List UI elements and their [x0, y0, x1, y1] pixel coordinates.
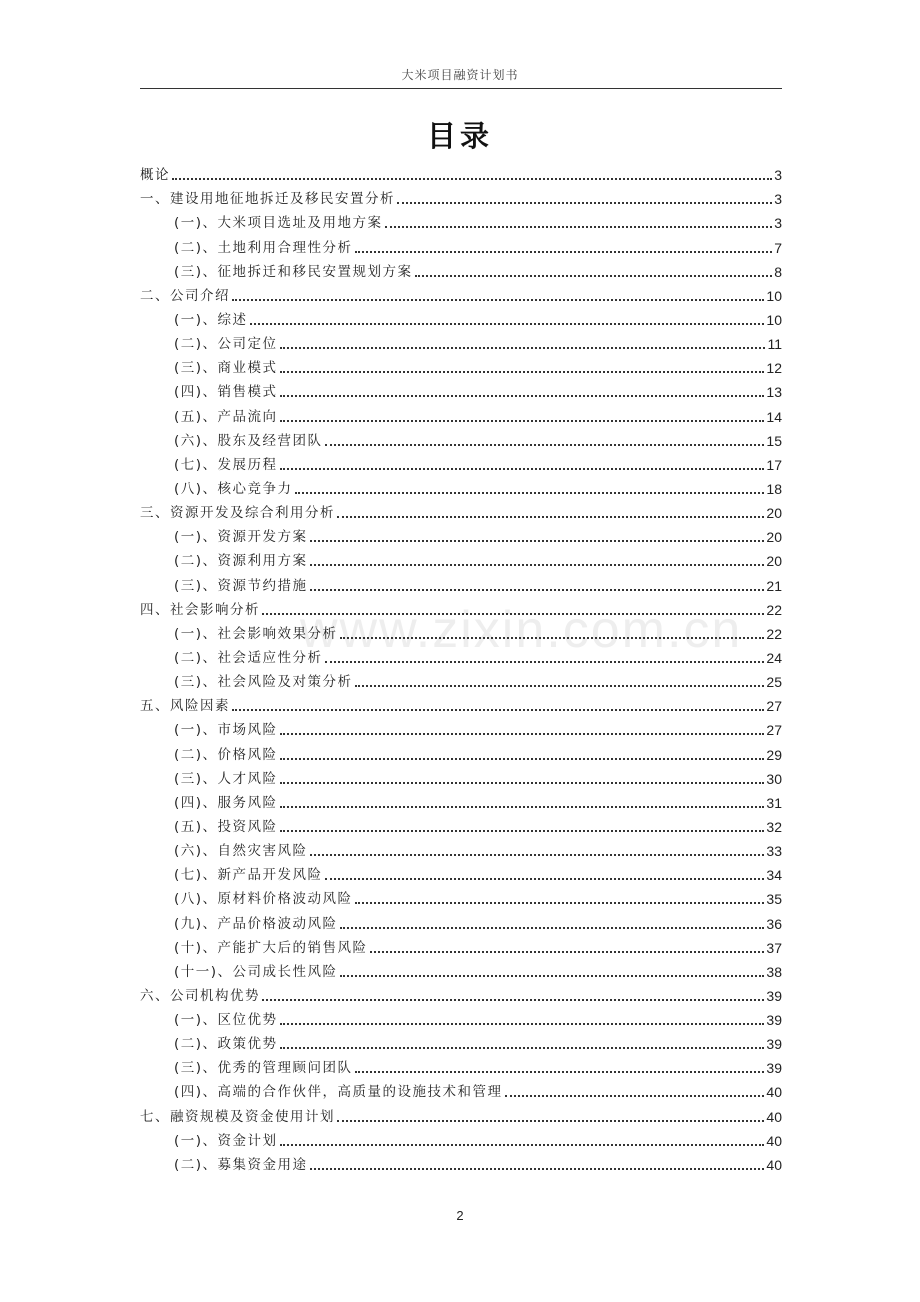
toc-section-entry[interactable] [140, 184, 782, 208]
toc-subsection-entry[interactable] [140, 305, 782, 329]
toc-dot-leader [310, 854, 765, 856]
toc-dot-leader [280, 830, 765, 832]
toc-dot-leader [340, 927, 765, 929]
toc-entry-label: (五)、产品流向 [174, 408, 278, 425]
toc-section-entry[interactable] [140, 160, 782, 184]
toc-dot-leader [280, 395, 765, 397]
toc-dot-leader [295, 492, 765, 494]
toc-dot-leader [355, 902, 765, 904]
toc-entry-page: 40 [766, 1084, 782, 1101]
toc-entry-page: 3 [774, 167, 782, 184]
toc-entry-page: 22 [766, 625, 782, 642]
toc-entry-page: 38 [766, 963, 782, 980]
toc-dot-leader [325, 878, 765, 880]
toc-entry-label: 六、公司机构优势 [140, 987, 260, 1004]
toc-subsection-entry[interactable] [140, 474, 782, 498]
toc-entry-label: (八)、核心竞争力 [174, 480, 293, 497]
toc-dot-leader [415, 275, 773, 277]
toc-dot-leader [280, 733, 765, 735]
toc-entry-label: 二、公司介绍 [140, 287, 230, 304]
toc-entry-page: 15 [766, 432, 782, 449]
toc-dot-leader [340, 975, 765, 977]
toc-dot-leader [262, 999, 764, 1001]
toc-dot-leader [280, 806, 765, 808]
running-header: 大米项目融资计划书 [401, 68, 519, 82]
toc-subsection-entry[interactable] [140, 957, 782, 981]
toc-entry-page: 11 [767, 336, 782, 353]
toc-entry-page: 20 [766, 529, 782, 546]
toc-subsection-entry[interactable] [140, 908, 782, 932]
toc-dot-leader [250, 323, 765, 325]
toc-subsection-entry[interactable] [140, 232, 782, 256]
toc-subsection-entry[interactable] [140, 715, 782, 739]
toc-dot-leader [280, 1144, 765, 1146]
toc-entry-page: 10 [766, 287, 782, 304]
toc-subsection-entry[interactable] [140, 643, 782, 667]
toc-entry-page: 39 [766, 1012, 782, 1029]
toc-subsection-entry[interactable] [140, 1029, 782, 1053]
toc-entry-page: 10 [766, 311, 782, 328]
toc-entry-label: (一)、社会影响效果分析 [174, 625, 338, 642]
toc-entry-page: 31 [766, 794, 782, 811]
toc-entry-label: (三)、优秀的管理顾问团队 [174, 1060, 353, 1077]
toc-dot-leader [310, 564, 765, 566]
toc-subsection-entry[interactable] [140, 1150, 782, 1174]
toc-entry-page: 22 [766, 601, 782, 618]
toc-section-entry[interactable] [140, 1101, 782, 1125]
toc-dot-leader [310, 589, 765, 591]
toc-entry-page: 24 [766, 649, 782, 666]
toc-subsection-entry[interactable] [140, 546, 782, 570]
toc-entry-label: (二)、资源利用方案 [174, 553, 308, 570]
table-of-contents [140, 160, 782, 1174]
toc-entry-label: (三)、资源节约措施 [174, 577, 308, 594]
toc-entry-page: 3 [774, 191, 782, 208]
toc-dot-leader [280, 758, 765, 760]
toc-entry-label: (一)、资金计划 [174, 1132, 278, 1149]
toc-entry-label: (三)、征地拆迁和移民安置规划方案 [174, 263, 413, 280]
toc-entry-label: (二)、募集资金用途 [174, 1156, 308, 1173]
header-divider [140, 88, 782, 89]
toc-entry-page: 18 [766, 480, 782, 497]
toc-entry-label: (三)、商业模式 [174, 360, 278, 377]
toc-dot-leader [232, 709, 764, 711]
toc-entry-label: (二)、公司定位 [174, 336, 278, 353]
toc-section-entry[interactable] [140, 981, 782, 1005]
toc-entry-page: 29 [766, 746, 782, 763]
toc-entry-label: (八)、原材料价格波动风险 [174, 891, 353, 908]
toc-entry-page: 40 [766, 1132, 782, 1149]
toc-entry-label: 五、风险因素 [140, 698, 230, 715]
toc-dot-leader [355, 1071, 765, 1073]
toc-dot-leader [232, 299, 764, 301]
toc-section-entry[interactable] [140, 281, 782, 305]
toc-entry-page: 35 [766, 891, 782, 908]
toc-entry-page: 20 [766, 553, 782, 570]
toc-entry-label: (三)、社会风险及对策分析 [174, 674, 353, 691]
toc-subsection-entry[interactable] [140, 739, 782, 763]
toc-entry-page: 7 [774, 239, 782, 256]
toc-entry-label: (一)、资源开发方案 [174, 529, 308, 546]
toc-subsection-entry[interactable] [140, 860, 782, 884]
toc-entry-label: 四、社会影响分析 [140, 601, 260, 618]
toc-entry-label: (七)、发展历程 [174, 456, 278, 473]
toc-dot-leader [505, 1095, 765, 1097]
toc-entry-page: 20 [766, 505, 782, 522]
toc-subsection-entry[interactable] [140, 353, 782, 377]
toc-dot-leader [310, 540, 765, 542]
toc-entry-page: 8 [774, 263, 782, 280]
toc-entry-page: 39 [766, 1060, 782, 1077]
toc-entry-label: (二)、社会适应性分析 [174, 649, 323, 666]
toc-subsection-entry[interactable] [140, 401, 782, 425]
toc-entry-label: (四)、高端的合作伙伴，高质量的设施技术和管理 [174, 1084, 503, 1101]
toc-dot-leader [370, 951, 765, 953]
toc-entry-label: (九)、产品价格波动风险 [174, 915, 338, 932]
toc-entry-label: 三、资源开发及综合利用分析 [140, 505, 335, 522]
toc-entry-label: (六)、股东及经营团队 [174, 432, 323, 449]
toc-entry-label: 概论 [140, 167, 170, 184]
toc-entry-page: 13 [766, 384, 782, 401]
toc-entry-label: (一)、综述 [174, 311, 248, 328]
toc-entry-label: (三)、人才风险 [174, 770, 278, 787]
toc-dot-leader [355, 685, 765, 687]
toc-dot-leader [325, 444, 765, 446]
toc-entry-label: (五)、投资风险 [174, 818, 278, 835]
toc-entry-label: (二)、土地利用合理性分析 [174, 239, 353, 256]
toc-dot-leader [340, 637, 765, 639]
toc-subsection-entry[interactable] [140, 1126, 782, 1150]
toc-subsection-entry[interactable] [140, 208, 782, 232]
toc-subsection-entry[interactable] [140, 764, 782, 788]
toc-entry-page: 40 [766, 1108, 782, 1125]
toc-dot-leader [280, 371, 765, 373]
toc-entry-page: 32 [766, 818, 782, 835]
toc-subsection-entry[interactable] [140, 1053, 782, 1077]
toc-entry-page: 33 [766, 843, 782, 860]
toc-dot-leader [325, 661, 765, 663]
toc-dot-leader [337, 1120, 764, 1122]
toc-dot-leader [172, 178, 772, 180]
toc-entry-label: (二)、政策优势 [174, 1036, 278, 1053]
toc-dot-leader [280, 1023, 765, 1025]
toc-entry-label: 一、建设用地征地拆迁及移民安置分析 [140, 191, 395, 208]
toc-entry-label: (四)、服务风险 [174, 794, 278, 811]
toc-subsection-entry[interactable] [140, 812, 782, 836]
toc-dot-leader [280, 420, 765, 422]
toc-entry-label: 七、融资规模及资金使用计划 [140, 1108, 335, 1125]
toc-section-entry[interactable] [140, 595, 782, 619]
toc-entry-label: (十一)、公司成长性风险 [174, 963, 338, 980]
toc-entry-page: 27 [766, 722, 782, 739]
toc-section-entry[interactable] [140, 498, 782, 522]
toc-subsection-entry[interactable] [140, 426, 782, 450]
toc-entry-page: 21 [766, 577, 782, 594]
toc-subsection-entry[interactable] [140, 450, 782, 474]
toc-dot-leader [280, 782, 765, 784]
toc-entry-page: 17 [766, 456, 782, 473]
toc-dot-leader [280, 1047, 765, 1049]
toc-subsection-entry[interactable] [140, 619, 782, 643]
toc-entry-page: 3 [774, 215, 782, 232]
toc-dot-leader [280, 468, 765, 470]
toc-subsection-entry[interactable] [140, 377, 782, 401]
toc-subsection-entry[interactable] [140, 522, 782, 546]
toc-subsection-entry[interactable] [140, 1005, 782, 1029]
toc-entry-page: 37 [766, 939, 782, 956]
toc-dot-leader [310, 1168, 765, 1170]
toc-section-entry[interactable] [140, 691, 782, 715]
toc-entry-page: 39 [766, 987, 782, 1004]
toc-subsection-entry[interactable] [140, 329, 782, 353]
toc-entry-label: (四)、销售模式 [174, 384, 278, 401]
toc-entry-page: 39 [766, 1036, 782, 1053]
toc-entry-label: (二)、价格风险 [174, 746, 278, 763]
toc-entry-label: (一)、区位优势 [174, 1012, 278, 1029]
toc-dot-leader [280, 347, 766, 349]
toc-entry-label: (一)、市场风险 [174, 722, 278, 739]
toc-dot-leader [337, 516, 764, 518]
toc-entry-page: 27 [766, 698, 782, 715]
toc-entry-label: (七)、新产品开发风险 [174, 867, 323, 884]
toc-entry-label: (六)、自然灾害风险 [174, 843, 308, 860]
toc-dot-leader [397, 202, 772, 204]
toc-entry-page: 30 [766, 770, 782, 787]
toc-entry-page: 36 [766, 915, 782, 932]
toc-subsection-entry[interactable] [140, 570, 782, 594]
toc-dot-leader [385, 226, 773, 228]
toc-subsection-entry[interactable] [140, 667, 782, 691]
toc-subsection-entry[interactable] [140, 257, 782, 281]
toc-entry-page: 25 [766, 674, 782, 691]
page-number: 2 [456, 1208, 464, 1223]
toc-entry-label: (一)、大米项目选址及用地方案 [174, 215, 383, 232]
toc-subsection-entry[interactable] [140, 836, 782, 860]
toc-entry-page: 14 [766, 408, 782, 425]
toc-subsection-entry[interactable] [140, 933, 782, 957]
toc-subsection-entry[interactable] [140, 1077, 782, 1101]
watermark: www.zixin.com.cn [300, 601, 743, 659]
toc-entry-page: 12 [766, 360, 782, 377]
page-title: 目录 [426, 119, 493, 153]
toc-dot-leader [355, 251, 773, 253]
toc-subsection-entry[interactable] [140, 788, 782, 812]
toc-entry-page: 34 [766, 867, 782, 884]
toc-entry-label: (十)、产能扩大后的销售风险 [174, 939, 368, 956]
toc-dot-leader [262, 613, 764, 615]
toc-subsection-entry[interactable] [140, 884, 782, 908]
toc-entry-page: 40 [766, 1156, 782, 1173]
